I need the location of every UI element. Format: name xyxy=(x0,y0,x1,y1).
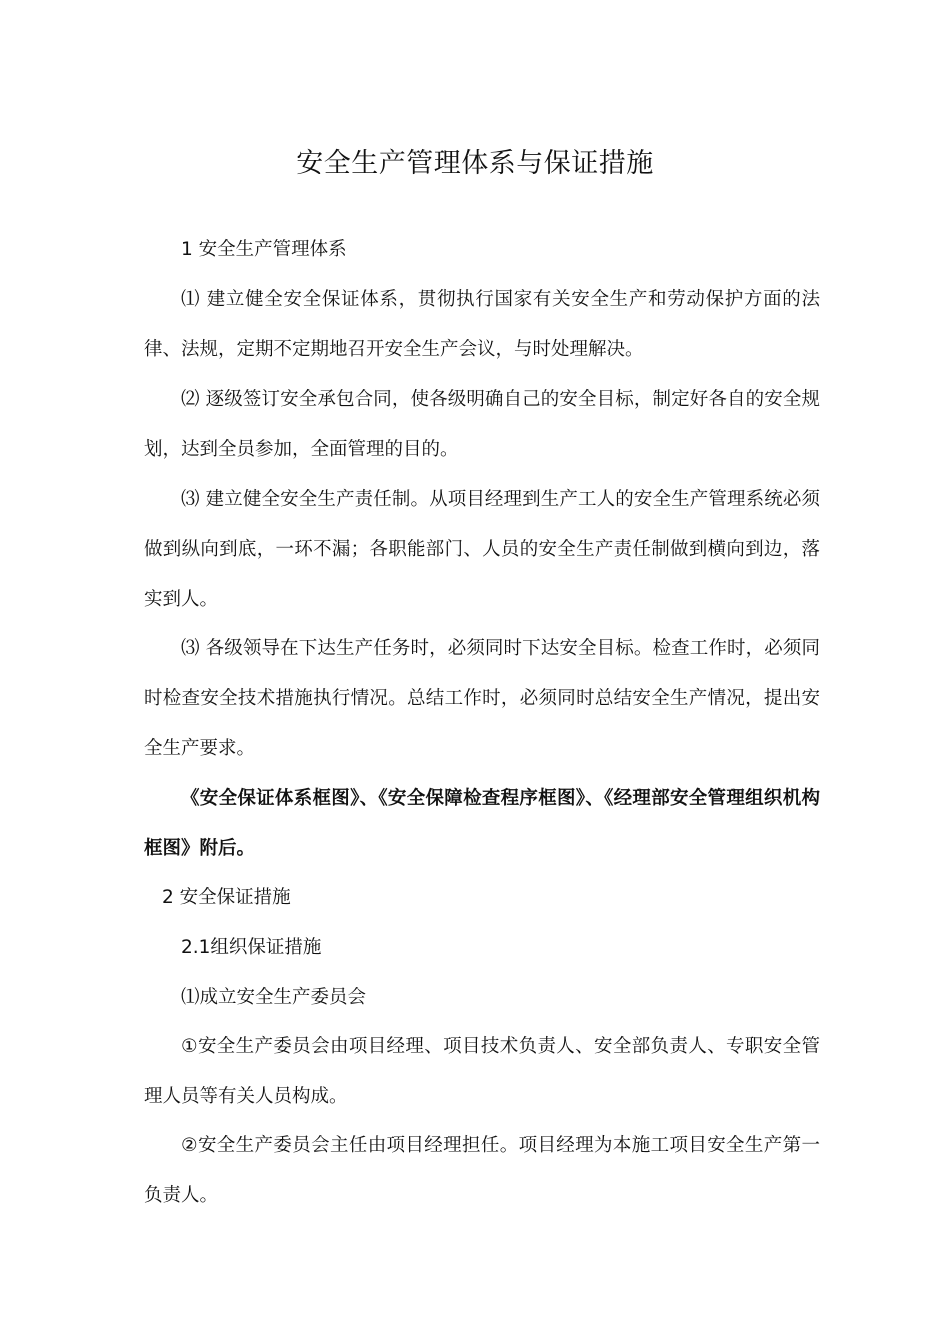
section2-heading: 2 安全保证措施 xyxy=(162,887,291,908)
paragraph-3: ⑶ 建立健全安全生产责任制。从项目经理到生产工人的安全生产管理系统必须做到纵向到底，一环不漏；各职能部门、人员的安全生产责任制做到横向到边，落实到人。 xyxy=(144,489,820,610)
document-title: 安全生产管理体系与保证措施 xyxy=(296,148,654,179)
list-item-committee: ⑴成立安全生产委员会 xyxy=(181,987,367,1008)
section2-1-heading: 2.1组织保证措施 xyxy=(181,937,322,958)
section1-heading: 1 安全生产管理体系 xyxy=(181,239,347,260)
paragraph-attachments: 《安全保证体系框图》、《安全保障检查程序框图》、《经理部安全管理组织机构框图》附后。 xyxy=(144,788,820,859)
paragraph-2: ⑵ 逐级签订安全承包合同，使各级明确自己的安全目标，制定好各自的安全规划，达到全员参加，全面管理的目的。 xyxy=(144,389,820,460)
paragraph-4: ⑶ 各级领导在下达生产任务时，必须同时下达安全目标。检查工作时，必须同时检查安全技术措施执行情况。总结工作时，必须同时总结安全生产情况，提出安全生产要求。 xyxy=(144,638,820,759)
paragraph-1: ⑴ 建立健全安全保证体系，贯彻执行国家有关安全生产和劳动保护方面的法律、法规，定期不定期地召开安全生产会议，与时处理解决。 xyxy=(144,289,820,360)
list-subitem-1: ①安全生产委员会由项目经理、项目技术负责人、安全部负责人、专职安全管理人员等有关人员构成。 xyxy=(144,1036,820,1107)
list-subitem-2: ②安全生产委员会主任由项目经理担任。项目经理为本施工项目安全生产第一负责人。 xyxy=(144,1135,820,1206)
